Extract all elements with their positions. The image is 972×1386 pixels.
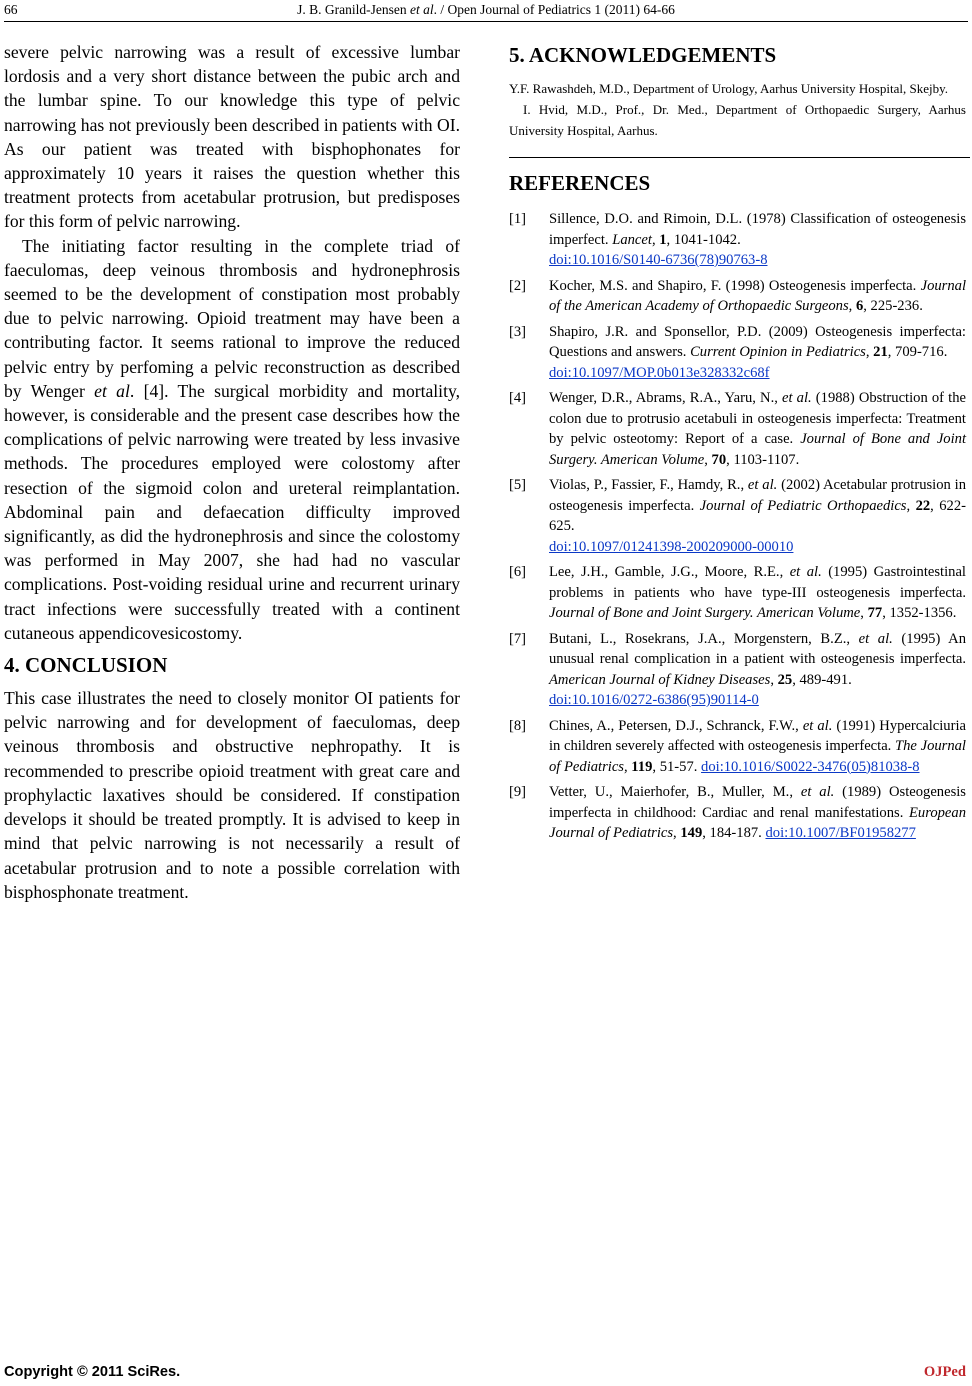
- reference-text: Kocher, M.S. and Shapiro, F. (1998) Osteogenesis imperfecta. Journal of the American Academy of Orthopaedic Surgeons, 6, 225-236.: [549, 277, 966, 314]
- reference-number: [5]: [509, 477, 527, 493]
- reference-item: [509, 276, 966, 317]
- left-column: [4, 40, 460, 904]
- reference-list: [509, 209, 966, 844]
- reference-item: [509, 475, 966, 557]
- reference-item: [509, 322, 966, 384]
- reference-text: Vetter, U., Maierhofer, B., Muller, M., et al. (1989) Osteogenesis imperfecta in childhood: Cardiac and renal manifestations. European Journal of Pediatrics, 149, 184-187. doi:10.1007/BF01958277: [549, 784, 966, 841]
- reference-item: [509, 209, 966, 271]
- reference-number: [9]: [509, 784, 527, 800]
- reference-text: Sillence, D.O. and Rimoin, D.L. (1978) Classification of osteogenesis imperfect. Lancet, 1, 1041-1042. doi:10.1016/S0140-6736(78)90763-8: [549, 211, 966, 268]
- acknowledgements-heading: 5. ACKNOWLEDGEMENTS: [509, 43, 777, 67]
- header-rule: [4, 21, 968, 22]
- reference-item: [509, 716, 966, 778]
- reference-number: [3]: [509, 323, 527, 340]
- acknowledgement-2: I. Hvid, M.D., Prof., Dr. Med., Department of Orthopaedic Surgery, Aarhus University Hospital, Aarhus.: [509, 102, 966, 138]
- reference-text: Shapiro, J.R. and Sponsellor, P.D. (2009) Osteogenesis imperfecta: Questions and answers. Current Opinion in Pediatrics, 21, 709-716. doi:10.1097/MOP.0b013e328332c68f: [549, 323, 966, 381]
- reference-text: Lee, J.H., Gamble, J.G., Moore, R.E., et al. (1995) Gastrointestinal problems in patients who have type-III osteogenesis imperfecta. Journal of Bone and Joint Surgery. American Volume, 77, 1352-1356.: [549, 564, 966, 621]
- doi-link[interactable]: doi:10.1016/S0140-6736(78)90763-8: [549, 252, 768, 268]
- running-header: [0, 0, 972, 22]
- doi-link[interactable]: doi:10.1007/BF01958277: [765, 825, 916, 841]
- right-column: [509, 40, 966, 849]
- doi-link[interactable]: doi:10.1097/MOP.0b013e328332c68f: [549, 364, 770, 381]
- reference-number: [6]: [509, 564, 527, 580]
- discussion-paragraph-1: severe pelvic narrowing was a result of excessive lumbar lordosis and a very short distance between the pubic arch and the lumbar spine. To our knowledge this type of pelvic narrowing has not previously been described in patients with OI. As our patient was treated with bisphophonates for approximately 10 years it raises the question whether this treatment protects from acetabular protrusion, but predisposes for this form of pelvic narrowing.: [4, 42, 460, 232]
- reference-item: [509, 782, 966, 844]
- reference-item: [509, 562, 966, 624]
- reference-item: [509, 629, 966, 711]
- reference-text: Wenger, D.R., Abrams, R.A., Yaru, N., et al. (1988) Obstruction of the colon due to protrusio acetabuli in osteogenesis imperfecta: Treatment by pelvic osteotomy: Report of a case. Journal of Bone and Joint Surgery. American Volume, 70, 1103-1107.: [549, 390, 966, 468]
- reference-number: [8]: [509, 717, 527, 734]
- copyright-notice: Copyright © 2011 SciRes.: [4, 1364, 181, 1380]
- reference-number: [7]: [509, 630, 527, 647]
- page-footer: [0, 1360, 972, 1386]
- journal-brand: OJPed: [923, 1364, 966, 1380]
- reference-text: Chines, A., Petersen, D.J., Schranck, F.W., et al. (1991) Hypercalciuria in children severely affected with osteogenesis imperfecta. The Journal of Pediatrics, 119, 51-57. doi:10.1016/S0022-3476(05)81038-8: [549, 717, 966, 775]
- conclusion-paragraph: This case illustrates the need to closely monitor OI patients for pelvic narrowing and for development of faeculomas, deep veinous thrombosis and obstructive nephropathy. It is recommended to prescribe opioid treatment with great care and prophylactic laxatives should be considered. If constipation develops it should be treated promptly. It is advised to keep in mind that pelvic narrowing is not necessarily a result of acetabular protrusion and to note a possible correlation with bisphosphonate treatment.: [4, 688, 460, 902]
- reference-number: [4]: [509, 390, 527, 406]
- doi-link[interactable]: doi:10.1016/0272-6386(95)90114-0: [549, 692, 759, 708]
- doi-link[interactable]: doi:10.1097/01241398-200209000-00010: [549, 538, 794, 555]
- discussion-paragraph-2: The initiating factor resulting in the complete triad of faeculomas, deep veinous thrombosis and hydronephrosis seemed to be the development of constipation most probably due to pelvic narrowing. Opioid treatment may have been a contributing factor. It seems rational to improve the reduced pelvic entry by perfoming a pelvic reconstruction as described by Wenger et al. [4]. The surgical morbidity and mortality, however, is considerable and the present case describes how the complications of pelvic narrowing were treated by less invasive methods. The procedures employed were colostomy after resection of the sigmoid colon and ureteral reimplantation. Abdominal pain and defaecation difficulty improved significantly, as did the hydronephrosis and since the colostomy was performed in May 2007, she had had no vascular complications. Post-voiding residual urine and recurrent urinary tract infections were successfully treated with a continent cutaneous appendicovesicostomy.: [4, 235, 461, 643]
- reference-text: Butani, L., Rosekrans, J.A., Morgenstern, B.Z., et al. (1995) An unusual renal complication in a patient with osteogenesis imperfecta. American Journal of Kidney Diseases, 25, 489-491. doi:10.1016/0272-6386(95)90114-0: [549, 630, 966, 708]
- journal-citation: J. B. Granild-Jensen et al. / Open Journal of Pediatrics 1 (2011) 64-66: [297, 2, 675, 17]
- conclusion-heading: 4. CONCLUSION: [4, 653, 168, 678]
- reference-number: [1]: [509, 211, 527, 227]
- section-divider: [509, 157, 970, 158]
- acknowledgement-1: Y.F. Rawashdeh, M.D., Department of Urology, Aarhus University Hospital, Skejby.: [509, 81, 948, 96]
- references-heading: REFERENCES: [509, 171, 651, 195]
- reference-text: Violas, P., Fassier, F., Hamdy, R., et al. (2002) Acetabular protrusion in osteogenesis imperfecta. Journal of Pediatric Orthopaedics, 22, 622-625. doi:10.1097/01241398-200209000-00010: [549, 477, 967, 555]
- reference-item: [509, 388, 966, 470]
- doi-link[interactable]: doi:10.1016/S0022-3476(05)81038-8: [701, 758, 920, 775]
- reference-number: [2]: [509, 277, 527, 294]
- page-number: 66: [4, 2, 18, 17]
